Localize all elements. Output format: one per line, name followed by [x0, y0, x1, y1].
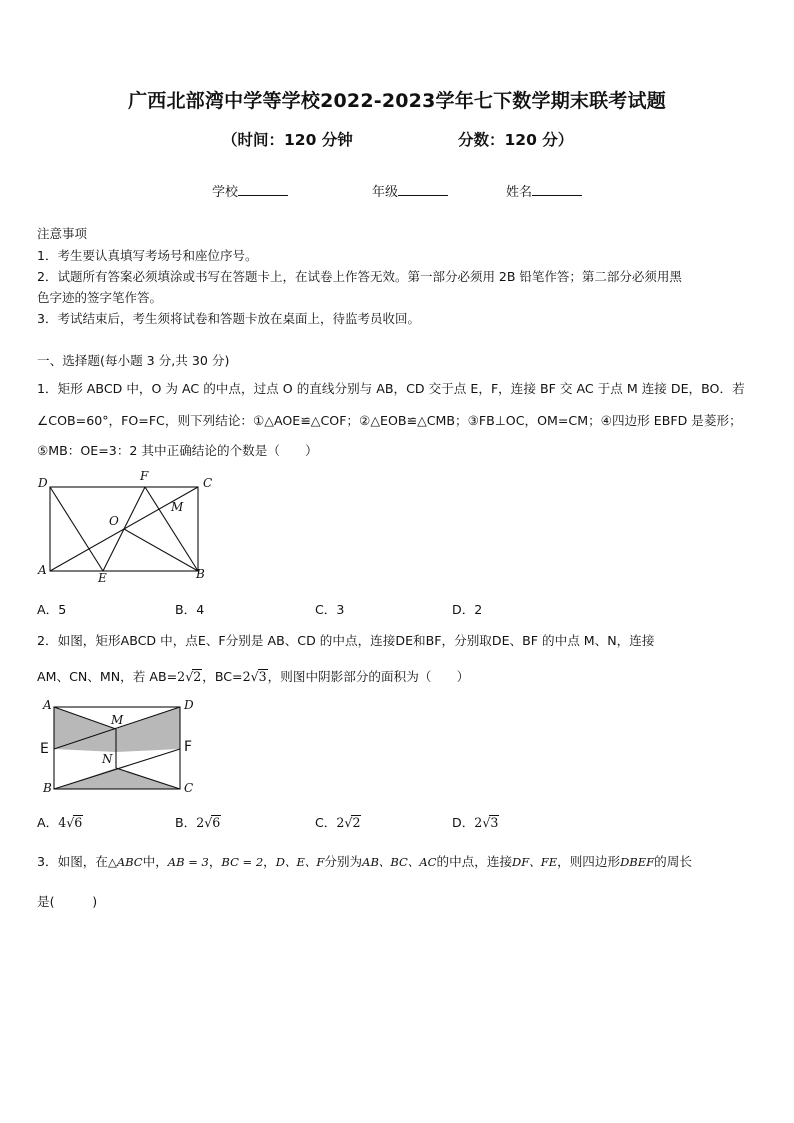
- q2-label-m: M: [111, 713, 124, 727]
- name-label: 姓名: [506, 185, 533, 200]
- section-heading: 一、选择题(每小题 3 分,共 30 分): [37, 353, 230, 368]
- q2-label-b: B: [43, 781, 52, 795]
- q1-label-a: A: [38, 563, 47, 577]
- q2-ab-coef: 2: [177, 669, 186, 684]
- name-field: [506, 181, 582, 200]
- q1-label-b: B: [196, 567, 205, 581]
- note-item: 3．考试结束后，考生须将试卷和答题卡放在桌面上，待监考员收回。: [37, 311, 420, 326]
- grade-field: [372, 181, 448, 200]
- q1-label-e: E: [98, 571, 107, 585]
- page-title: 广西北部湾中学等学校2022-2023学年七下数学期末联考试题: [128, 90, 666, 112]
- q1-label-m: M: [171, 500, 184, 514]
- q2-label-d: D: [184, 698, 194, 712]
- q1-option-a[interactable]: A．5: [37, 602, 67, 617]
- q3-quadrilateral: DBEF: [620, 855, 655, 869]
- q2-option-c[interactable]: C．2√2: [315, 815, 361, 830]
- q2-text-bc: ，BC=: [202, 669, 243, 684]
- q3-sides: AB、BC、AC: [362, 855, 437, 869]
- note-item: 2．试题所有答案必须填涂或书写在答题卡上，在试卷上作答无效。第一部分必须用 2B 铅笔作答；第二部分必须用黑: [37, 269, 682, 284]
- q1-text-line2: ∠COB=60°，FO=FC，则下列结论：①△AOE≌△COF；②△EOB≌△CMB；③FB⊥OC，OM=CM；④四边形 EBFD 是菱形；: [37, 413, 742, 428]
- school-label: 学校: [212, 185, 239, 200]
- q3-points: D、E、F: [275, 855, 325, 869]
- q2-shaded-bottom: [54, 768, 180, 789]
- q1-segment-ob: [124, 529, 198, 571]
- q2-label-f: F: [184, 739, 193, 755]
- q1-label-o: O: [109, 514, 119, 528]
- score-label: 分数：120 分）: [458, 131, 574, 149]
- time-label: （时间：120 分钟: [222, 131, 353, 149]
- q1-rectangle-figure: [30, 466, 230, 586]
- school-field: [212, 181, 288, 200]
- q1-label-d: D: [38, 476, 48, 490]
- q3-triangle: △ABC: [107, 855, 143, 869]
- q1-option-c[interactable]: C．3: [315, 602, 345, 617]
- q2-ab-radicand: 2: [193, 669, 202, 684]
- school-blank: [238, 183, 288, 196]
- q2-option-a[interactable]: A．4√6: [37, 815, 83, 830]
- q1-segment-de: [50, 487, 103, 571]
- q2-text-line1: 2．如图，矩形ABCD 中，点E、F分别是 AB、CD 的中点，连接DE和BF，分别取DE、BF 的中点 M、N，连接: [37, 633, 655, 648]
- grade-blank: [398, 183, 448, 196]
- q2-bc-coef: 2: [242, 669, 251, 684]
- q2-shaded-right: [116, 707, 180, 752]
- q2-option-b[interactable]: B．2√6: [175, 815, 221, 830]
- q1-text-line1: 1．矩形 ABCD 中，O 为 AC 的中点，过点 O 的直线分别与 AB，CD 交于点 E，F，连接 BF 交 AC 于点 M 连接 DE，BO．若: [37, 381, 745, 396]
- q2-label-a: A: [43, 698, 52, 712]
- q2-text-ab: AM、CN、MN，若 AB=: [37, 669, 178, 684]
- notes-heading: 注意事项: [37, 226, 88, 241]
- q2-label-c: C: [184, 781, 194, 795]
- q3-segments: DF、FE: [512, 855, 558, 869]
- q2-option-d[interactable]: D．2√3: [452, 815, 499, 830]
- q2-label-e: E: [40, 741, 49, 757]
- q3-text-line2: 是( ): [37, 894, 98, 909]
- q1-option-d[interactable]: D．2: [452, 602, 483, 617]
- q1-text-line3: ⑤MB：OE=3：2 其中正确结论的个数是（ ）: [37, 443, 318, 458]
- name-blank: [532, 183, 582, 196]
- grade-label: 年级: [372, 185, 399, 200]
- note-item: 1．考生要认真填写考场号和座位序号。: [37, 248, 258, 263]
- note-item: 色字迹的签字笔作答。: [37, 290, 163, 305]
- q1-label-f: F: [140, 469, 149, 483]
- q2-text-ask: ，则图中阴影部分的面积为（ ）: [267, 669, 470, 684]
- q2-bc-radicand: 3: [258, 669, 267, 684]
- q2-shaded-left: [54, 707, 116, 752]
- q3-text-line1: 3．如图，在△ABC中，AB = 3，BC = 2，D、E、F分别为AB、BC、AC的中点，连接DF、FE，则四边形DBEF的周长: [37, 854, 692, 869]
- q3-ab-value: AB = 3: [167, 855, 209, 869]
- q1-label-c: C: [203, 476, 213, 490]
- q2-rectangle-figure: [34, 697, 194, 797]
- q2-label-n: N: [102, 752, 113, 766]
- q3-bc-value: BC = 2: [221, 855, 264, 869]
- q2-text-line2: AM、CN、MN，若 AB=2√2，BC=2√3，则图中阴影部分的面积为（ ）: [37, 669, 470, 684]
- q1-option-b[interactable]: B．4: [175, 602, 205, 617]
